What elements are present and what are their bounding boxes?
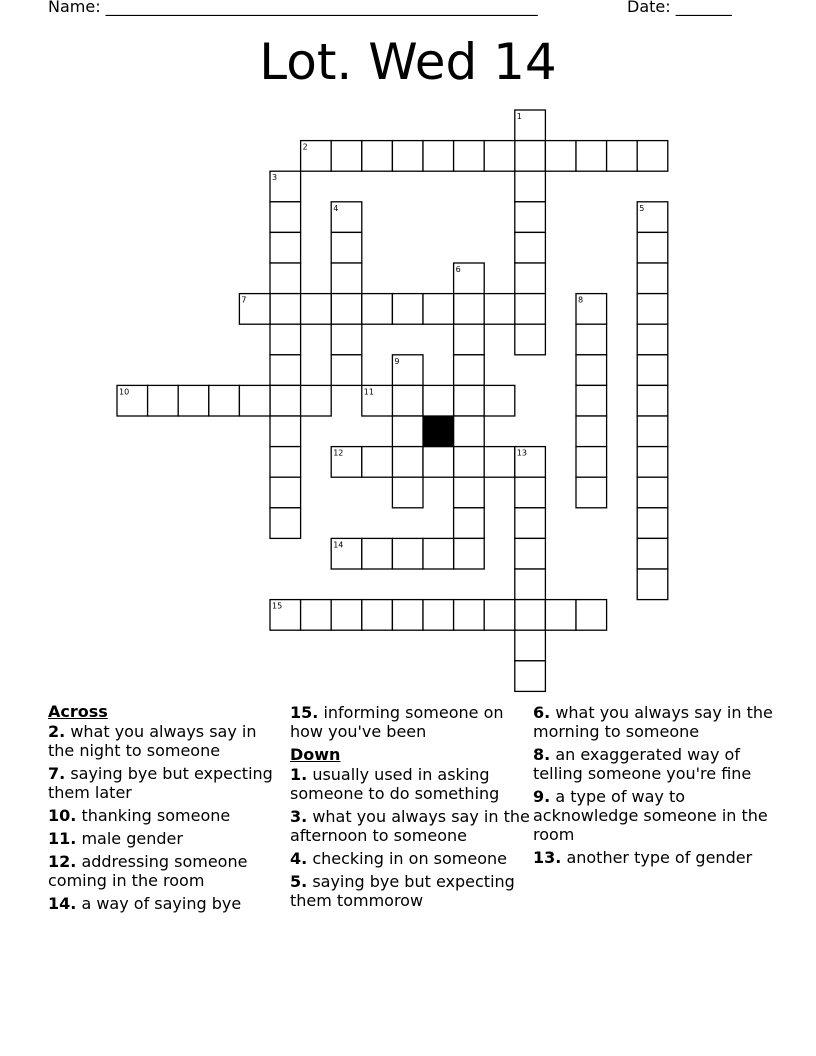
grid-cell	[362, 538, 393, 569]
grid-cell	[484, 294, 515, 325]
clue-down-6: 6. what you always say in the morning to someone	[533, 703, 773, 741]
clue-down-9: 9. a type of way to acknowledge someone in the room	[533, 787, 768, 844]
grid-cell	[454, 416, 485, 447]
grid-cell	[331, 294, 362, 325]
grid-cell	[454, 447, 485, 478]
down-heading: Down	[290, 745, 341, 764]
clue-number-6: 6	[455, 265, 461, 274]
grid-cell	[362, 141, 393, 172]
grid-cell	[637, 324, 668, 355]
grid-cell	[637, 141, 668, 172]
grid-cell	[301, 385, 332, 416]
clue-number-9: 9	[394, 356, 400, 366]
clue-number-1: 1	[516, 112, 522, 121]
clue-number-5: 5	[639, 203, 645, 213]
grid-cell	[515, 141, 546, 172]
clue-number-15: 15	[272, 601, 283, 611]
clue-across-2: 2. what you always say in the night to someone	[48, 722, 257, 760]
grid-cell	[637, 416, 668, 447]
grid-cell	[270, 447, 301, 478]
grid-cell	[301, 600, 332, 631]
grid-cell	[178, 385, 209, 416]
clue-down-3: 3. what you always say in the afternoon to someone	[290, 807, 530, 845]
grid-cell	[545, 600, 576, 631]
clue-number-3: 3	[272, 173, 278, 183]
clue-across-12: 12. addressing someone coming in the room	[48, 852, 248, 890]
grid-cell	[515, 508, 546, 539]
grid-cell	[637, 294, 668, 325]
grid-cell	[576, 141, 607, 172]
grid-cell	[484, 600, 515, 631]
grid-cell	[637, 569, 668, 600]
grid-cell	[515, 600, 546, 631]
grid-cell	[331, 141, 362, 172]
grid-cell	[423, 538, 454, 569]
date-field-label: Date: _______	[627, 0, 732, 16]
grid-cell	[607, 141, 638, 172]
grid-cell	[576, 416, 607, 447]
grid-cell	[454, 324, 485, 355]
grid-cell	[484, 447, 515, 478]
clues-column-2	[290, 700, 530, 914]
grid-cell	[515, 294, 546, 325]
clue-number-4: 4	[333, 203, 339, 213]
grid-cell	[362, 600, 393, 631]
grid-cell	[423, 447, 454, 478]
grid-cell	[301, 294, 332, 325]
grid-cell	[270, 508, 301, 539]
grid-cell	[637, 477, 668, 508]
grid-cell	[392, 385, 423, 416]
grid-cell	[576, 385, 607, 416]
grid-cell	[392, 477, 423, 508]
grid-cell	[515, 324, 546, 355]
grid-cell	[270, 232, 301, 263]
grid-cell	[454, 141, 485, 172]
grid-cell	[392, 600, 423, 631]
grid-cell	[515, 171, 546, 202]
grid-cell	[576, 324, 607, 355]
grid-cell	[515, 202, 546, 233]
grid-cell	[239, 385, 270, 416]
grid-cell	[270, 477, 301, 508]
grid-cell	[637, 263, 668, 294]
clue-down-13: 13. another type of gender	[533, 848, 753, 867]
grid-cell	[637, 447, 668, 478]
clue-number-12: 12	[333, 448, 344, 458]
grid-cell	[637, 355, 668, 386]
grid-cell	[515, 232, 546, 263]
grid-cell	[515, 263, 546, 294]
grid-cell	[331, 324, 362, 355]
grid-cell	[331, 263, 362, 294]
grid-cell	[576, 600, 607, 631]
grid-cell	[515, 569, 546, 600]
grid-cell	[270, 324, 301, 355]
grid-cell	[392, 294, 423, 325]
grid-cell	[331, 600, 362, 631]
grid-cell	[637, 385, 668, 416]
grid-cell	[576, 477, 607, 508]
clue-number-8: 8	[578, 295, 584, 305]
grid-cell	[331, 232, 362, 263]
grid-cell	[576, 447, 607, 478]
grid-cell	[454, 508, 485, 539]
grid-cell	[515, 661, 546, 692]
grid-cell	[392, 141, 423, 172]
grid-cell	[454, 385, 485, 416]
name-field-label: Name: ______________________________________________________	[48, 0, 538, 16]
clue-number-13: 13	[516, 448, 527, 458]
grid-cell	[637, 232, 668, 263]
clues-column-3	[533, 700, 773, 871]
grid-cell	[545, 141, 576, 172]
grid-cell	[270, 263, 301, 294]
clue-across-14: 14. a way of saying bye	[48, 894, 242, 913]
clue-down-8: 8. an exaggerated way of telling someone you're fine	[533, 745, 752, 783]
across-heading: Across	[48, 702, 108, 721]
clue-across-7: 7. saying bye but expecting them later	[48, 764, 273, 802]
grid-cell	[423, 294, 454, 325]
grid-cell	[270, 202, 301, 233]
grid-cell	[423, 600, 454, 631]
grid-cell	[454, 294, 485, 325]
clue-across-11: 11. male gender	[48, 829, 183, 848]
clue-number-11: 11	[363, 387, 374, 397]
grid-cell	[576, 355, 607, 386]
clue-number-7: 7	[241, 295, 247, 305]
clue-across-15: 15. informing someone on how you've been	[290, 703, 504, 741]
grid-cell	[148, 385, 179, 416]
grid-cell	[484, 141, 515, 172]
grid-cell	[270, 355, 301, 386]
grid-cell	[484, 385, 515, 416]
grid-cell	[423, 141, 454, 172]
grid-cell	[515, 630, 546, 661]
grid-cell	[209, 385, 240, 416]
clue-number-2: 2	[302, 142, 308, 152]
clue-number-14: 14	[333, 540, 344, 550]
grid-cell	[423, 385, 454, 416]
grid-cell	[392, 538, 423, 569]
clue-number-10: 10	[119, 387, 130, 397]
grid-cell	[270, 294, 301, 325]
grid-cell	[515, 477, 546, 508]
grid-cell	[637, 538, 668, 569]
grid-cell	[515, 538, 546, 569]
grid-cell	[637, 508, 668, 539]
clue-down-1: 1. usually used in asking someone to do something	[290, 765, 500, 803]
grid-cell	[270, 416, 301, 447]
black-cell	[423, 416, 454, 447]
grid-cell	[362, 447, 393, 478]
grid-cell	[454, 538, 485, 569]
grid-cell	[454, 600, 485, 631]
grid-cell	[392, 416, 423, 447]
grid-cell	[362, 294, 393, 325]
grid-cell	[392, 447, 423, 478]
grid-cell	[270, 385, 301, 416]
clue-across-10: 10. thanking someone	[48, 806, 231, 825]
grid-cell	[454, 477, 485, 508]
clues-column-1	[48, 700, 278, 917]
puzzle-title: Lot. Wed 14	[259, 33, 557, 91]
grid-cell	[331, 355, 362, 386]
grid-cell	[454, 355, 485, 386]
clue-down-5: 5. saying bye but expecting them tommorow	[290, 872, 515, 910]
clue-down-4: 4. checking in on someone	[290, 849, 507, 868]
